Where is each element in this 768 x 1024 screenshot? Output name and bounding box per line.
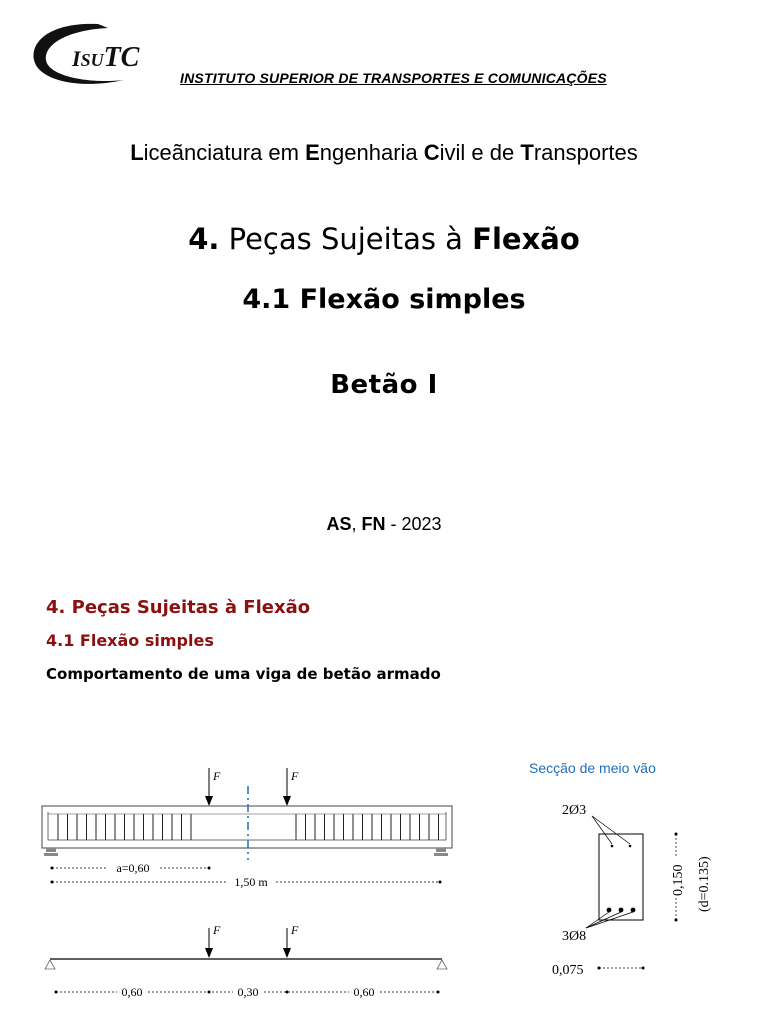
cross-section-diagram [540,790,740,990]
support-pin-left [45,960,55,969]
slide-topic: Comportamento de uma viga de betão armado [46,665,441,683]
svg-text:F: F [213,769,221,783]
load-arrow-left [205,768,221,806]
load-arrow-right-2 [283,923,299,958]
span-dimensions [55,984,440,999]
svg-text:3Ø8: 3Ø8 [562,929,587,944]
svg-text:0,150: 0,150 [671,864,686,896]
section-outline [599,834,643,920]
section-title: 4.1 Flexão simples [242,284,526,315]
slide-heading: 4. Peças Sujeitas à Flexão [46,597,311,618]
svg-text:0,60: 0,60 [121,985,143,999]
support-pin-right [437,960,447,969]
section-label: Secção de meio vão [529,760,656,776]
subject-title: Betão I [330,370,438,400]
institution-name: INSTITUTO SUPERIOR DE TRANSPORTES E COMUNICAÇÕES [180,70,607,86]
chapter-title: 4. Peças Sujeitas à Flexão [188,222,580,256]
svg-text:0,075: 0,075 [552,963,584,978]
support-right [434,848,448,856]
dimension-total [51,874,442,889]
svg-text:0,60: 0,60 [353,985,375,999]
slide-subheading: 4.1 Flexão simples [46,631,214,650]
authors-line: AS, FN - 2023 [326,514,442,534]
load-arrow-left-2 [205,923,221,958]
svg-text:F: F [213,923,221,937]
svg-text:(d=0.135): (d=0.135) [697,856,712,912]
svg-text:0,30: 0,30 [237,985,259,999]
svg-text:F: F [291,923,299,937]
svg-text:ISUTC: ISUTC [72,42,140,73]
svg-text:2Ø3: 2Ø3 [562,803,587,818]
support-left [44,848,58,856]
svg-text:F: F [291,769,299,783]
svg-text:1,50 m: 1,50 m [234,875,268,889]
dimension-a [51,860,211,875]
beam-diagram [0,760,500,1024]
course-name: Liceãnciatura em Engenharia Civil e de Transportes [130,140,638,165]
svg-text:a=0,60: a=0,60 [116,861,150,875]
isutc-logo [28,20,168,90]
load-arrow-right [283,768,299,806]
